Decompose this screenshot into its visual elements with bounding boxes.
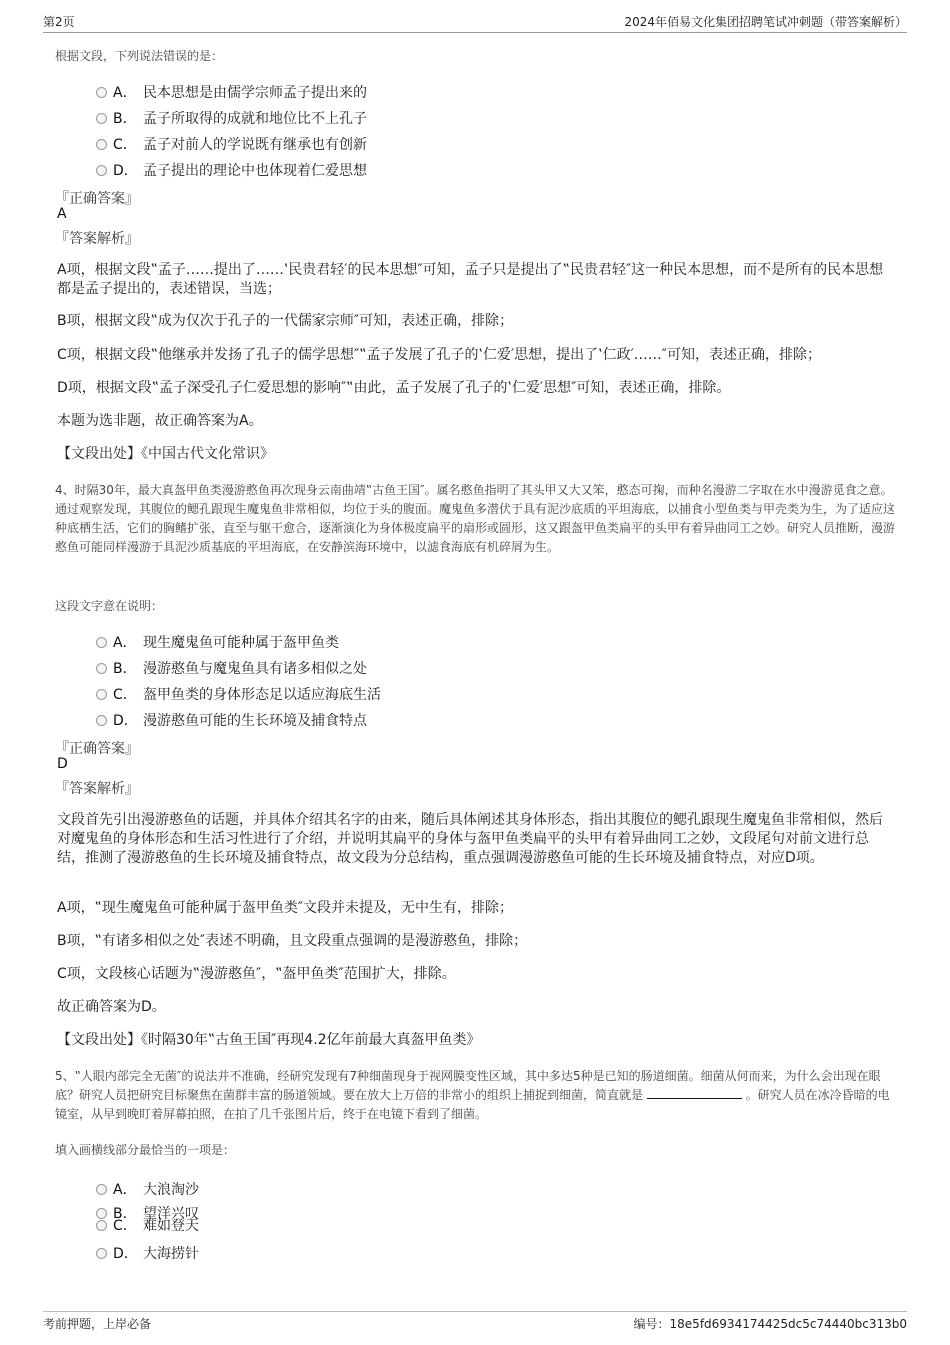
radio-icon[interactable]	[96, 139, 107, 150]
q3-analysis-label: 『答案解析』	[55, 231, 139, 247]
radio-icon[interactable]	[96, 87, 107, 98]
q4-passage: 4、时隔30年，最大真盔甲鱼类漫游憨鱼再次现身云南曲靖‟古鱼王国″。属名憨鱼指明了其头甲又大又笨，憨态可掬，而种名漫游二字取在水中漫游觅食之意。通过观察发现，其腹位的鳃孔跟现生魔鬼鱼非常相似，均位于头的腹面。魔鬼鱼多潜伏于具有泥沙底质的平坦海底，以捕食小型鱼类与甲壳类为生，为了适应这种底栖生活，它们的胸鳍扩张，直至与躯干愈合，逐渐演化为身体极度扁平的扇形或圆形，这又跟盔甲鱼类扁平的头甲有着异曲同工之妙。研究人员推断，漫游憨鱼可能同样漫游于具泥沙质基底的平坦海底，在安静滨海环境中，以滤食海底有机碎屑为生。	[55, 483, 896, 554]
radio-icon[interactable]	[96, 663, 107, 674]
q4-option-a[interactable]: A． 现生魔鬼鱼可能种属于盔甲鱼类	[96, 632, 339, 652]
q3-analysis-b: B项，根据文段‟成为仅次于孔子的一代儒家宗师″可知，表述正确，排除；	[57, 313, 514, 329]
q4-prompt: 这段文字意在说明：	[55, 599, 164, 613]
q4-answer: D	[57, 756, 68, 772]
q4-analysis-a: A项，‟现生魔鬼鱼可能种属于盔甲鱼类″文段并未提及，无中生有，排除；	[57, 900, 514, 916]
q4-analysis-label: 『答案解析』	[55, 781, 139, 797]
q3-answer: A	[57, 206, 67, 222]
radio-icon[interactable]	[96, 1248, 107, 1259]
q5-passage: 5、‟人眼内部完全无菌″的说法并不准确，经研究发现有7种细菌现身于视网膜变性区域，其中多达5种是已知的肠道细菌。细菌从何而来，为什么会出现在眼底？研究人员把研究目标聚焦在菌群丰富的肠道领域。要在放大上万倍的非常小的组织上捕捉到细菌，简直就是 。研究人员在冰冷昏暗的电镜室，从早到晚盯着屏幕拍照，在拍了几千张图片后，终于在电镜下看到了细菌。	[55, 1069, 890, 1121]
q4-analysis-c: C项，文段核心话题为‟漫游憨鱼″，‟盔甲鱼类″范围扩大，排除。	[57, 966, 456, 982]
q3-answer-label: 『正确答案』	[55, 191, 139, 207]
radio-icon[interactable]	[96, 165, 107, 176]
page-number: 第2页	[43, 15, 75, 29]
document-code: 编号：18e5fd6934174425dc5c74440bc313b0	[633, 1317, 907, 1331]
q3-analysis-c: C项，根据文段‟他继承并发扬了孔子的儒学思想″‟孟子发展了孔子的‛仁爱′思想，提出了‛仁政′……″可知，表述正确，排除；	[57, 347, 821, 363]
q4-option-b[interactable]: B． 漫游憨鱼与魔鬼鱼具有诸多相似之处	[96, 658, 367, 678]
q3-analysis-a: A项，根据文段‟孟子……提出了……‛民贵君轻′的民本思想″可知，孟子只是提出了‟民贵君轻″这一种民本思想，而不是所有的民本思想都是孟子提出的，表述错误，当选；	[57, 262, 884, 297]
q3-prompt: 根据文段，下列说法错误的是：	[55, 49, 224, 63]
radio-icon[interactable]	[96, 715, 107, 726]
q3-option-c[interactable]: C． 孟子对前人的学说既有继承也有创新	[96, 134, 367, 154]
document-title: 2024年佰易文化集团招聘笔试冲刺题（带答案解析）	[624, 15, 907, 29]
radio-icon[interactable]	[96, 1184, 107, 1195]
q4-analysis-summary: 文段首先引出漫游憨鱼的话题，并具体介绍其名字的由来，随后具体阐述其身体形态，指出其腹位的鳃孔跟现生魔鬼鱼非常相似，然后对魔鬼鱼的身体形态和生活习性进行了介绍，并说明其扁平的身体与盔甲鱼类扁平的头甲有着异曲同工之妙，文段尾句对前文进行总结，推测了漫游憨鱼的生长环境及捕食特点，故文段为分总结构，重点强调漫游憨鱼可能的生长环境及捕食特点，对应D项。	[57, 812, 883, 866]
q5-prompt: 填入画横线部分最恰当的一项是：	[55, 1143, 236, 1157]
q4-answer-label: 『正确答案』	[55, 741, 139, 757]
q4-option-c[interactable]: C． 盔甲鱼类的身体形态足以适应海底生活	[96, 684, 381, 704]
page-header	[43, 10, 907, 33]
q5-option-c[interactable]: C． 难如登天	[96, 1215, 199, 1235]
radio-icon[interactable]	[96, 637, 107, 648]
q3-option-b[interactable]: B． 孟子所取得的成就和地位比不上孔子	[96, 108, 367, 128]
footer-slogan: 考前押题，上岸必备	[43, 1317, 152, 1331]
q3-option-a[interactable]: A． 民本思想是由儒学宗师孟子提出来的	[96, 82, 367, 102]
page-footer	[43, 1311, 907, 1334]
q5-option-a[interactable]: A． 大浪淘沙	[96, 1179, 199, 1199]
radio-icon[interactable]	[96, 1220, 107, 1231]
q4-analysis-b: B项，‟有诸多相似之处″表述不明确，且文段重点强调的是漫游憨鱼，排除；	[57, 933, 528, 949]
q3-source: 【文段出处】《中国古代文化常识》	[57, 446, 274, 462]
radio-icon[interactable]	[96, 689, 107, 700]
q3-conclusion: 本题为选非题，故正确答案为A。	[57, 413, 263, 429]
q4-conclusion: 故正确答案为D。	[57, 999, 166, 1015]
radio-icon[interactable]	[96, 113, 107, 124]
q4-source: 【文段出处】《时隔30年‟古鱼王国″再现4.2亿年前最大真盔甲鱼类》	[57, 1032, 481, 1048]
q5-option-b[interactable]: B． 望洋兴叹	[96, 1203, 199, 1223]
q3-analysis-d: D项，根据文段‟孟子深受孔子仁爱思想的影响″‟由此，孟子发展了孔子的‛仁爱′思想″可知，表述正确，排除。	[57, 380, 731, 396]
q4-option-d[interactable]: D． 漫游憨鱼可能的生长环境及捕食特点	[96, 710, 367, 730]
fill-in-blank	[647, 1086, 742, 1099]
q5-option-d[interactable]: D． 大海捞针	[96, 1243, 199, 1263]
q3-option-d[interactable]: D． 孟子提出的理论中也体现着仁爱思想	[96, 160, 367, 180]
